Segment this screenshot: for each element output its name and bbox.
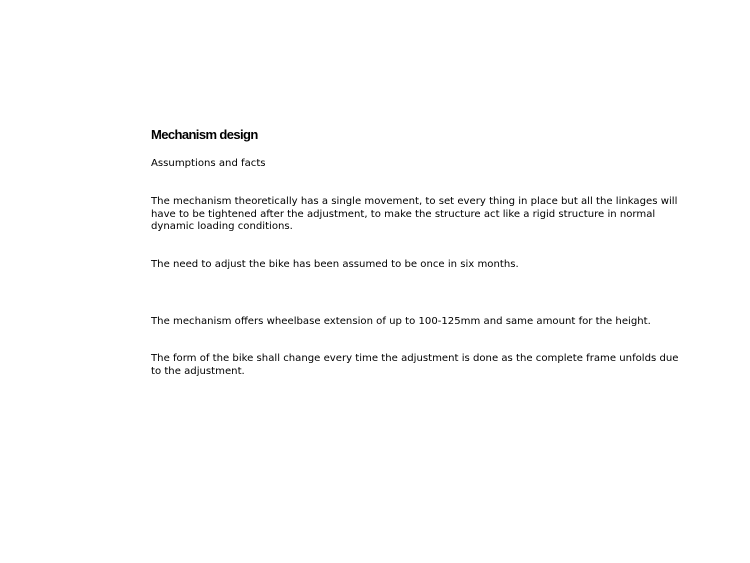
paragraph-wheelbase-extension: The mechanism offers wheelbase extension of up to 100-125mm and same amount for the height. <box>151 316 651 327</box>
paragraph-adjustment-frequency: The need to adjust the bike has been assumed to be once in six months. <box>151 259 519 270</box>
paragraph-form-change: The form of the bike shall change every time the adjustment is done as the complete frame unfolds due to the adjustment. <box>151 353 679 377</box>
section-subtitle: Assumptions and facts <box>151 158 266 169</box>
page-title: Mechanism design <box>151 127 258 142</box>
paragraph-mechanism-movement: The mechanism theoretically has a single movement, to set every thing in place but all the linkages will have to be tightened after the adjustment, to make the structure act like a rigid structure in normal dynamic loading conditions. <box>151 196 678 233</box>
